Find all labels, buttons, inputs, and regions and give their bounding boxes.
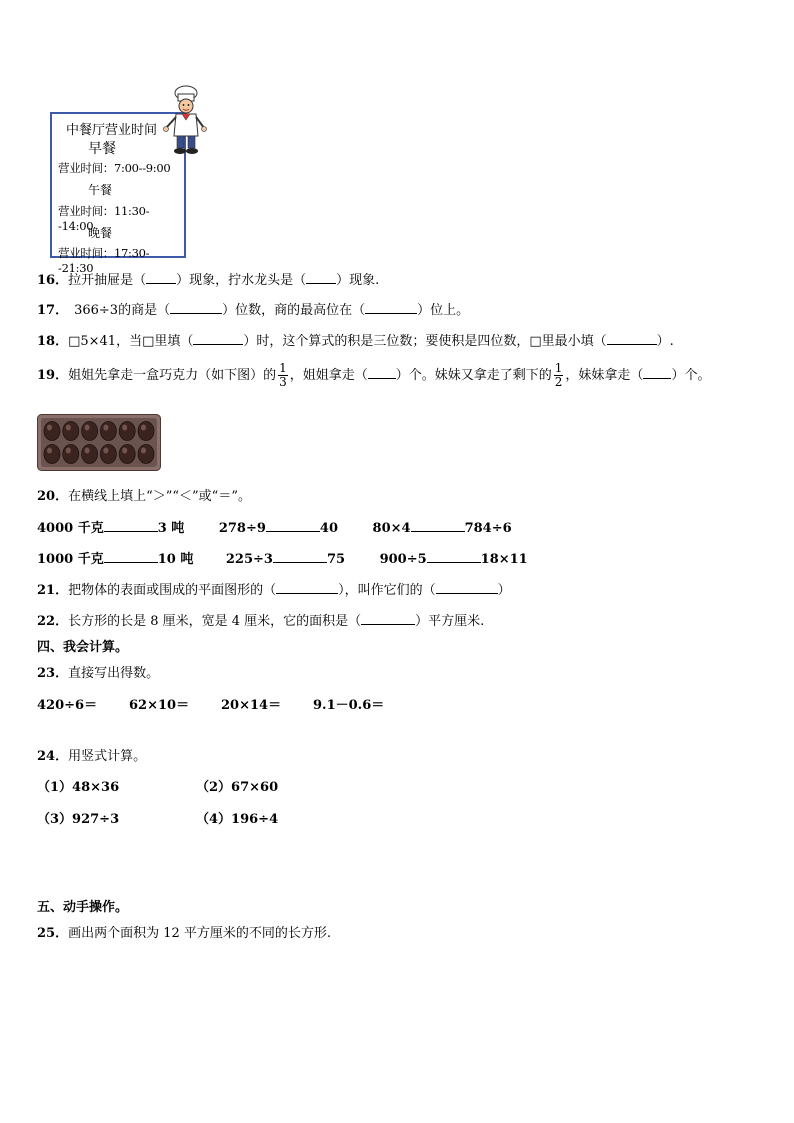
q20-row-1 xyxy=(37,519,512,538)
chocolate-piece xyxy=(119,445,135,464)
chocolate-box-icon xyxy=(37,414,161,471)
question-20 xyxy=(37,488,251,506)
q24-instruction: 用竖式计算。 xyxy=(68,749,147,764)
chocolate-piece xyxy=(138,422,154,441)
q23-item-3: 20×14＝ xyxy=(221,698,282,713)
q17-text-1: 的商是（ xyxy=(118,303,171,318)
menu-title: 中餐厅营业时间 xyxy=(66,123,158,138)
chocolate-piece xyxy=(44,445,60,464)
q18-text-3: ）. xyxy=(656,334,674,349)
question-number: 16． xyxy=(37,273,69,288)
chocolate-highlight xyxy=(66,448,71,454)
question-number: 21． xyxy=(37,583,69,598)
chocolate-highlight xyxy=(47,425,52,431)
compare-left: 900÷5 xyxy=(379,552,427,567)
chocolate-highlight xyxy=(141,448,146,454)
q24-item-3: （3）927÷3 xyxy=(37,812,120,827)
question-number: 17． xyxy=(37,303,69,318)
question-25 xyxy=(37,925,331,943)
q17-text-3: ）位上。 xyxy=(417,303,470,318)
lunch-time: 营业时间：11:30--14:00 xyxy=(58,204,150,233)
chocolate-highlight xyxy=(66,425,71,431)
q17-text-2: ）位数，商的最高位在（ xyxy=(222,303,366,318)
compare-right: 784÷6 xyxy=(464,521,512,536)
question-18 xyxy=(37,332,674,351)
chocolate-piece xyxy=(82,422,98,441)
answer-blank[interactable] xyxy=(368,366,396,379)
question-16 xyxy=(37,271,379,290)
q24-item-4: （4）196÷4 xyxy=(196,812,279,827)
chocolate-highlight xyxy=(103,448,108,454)
question-number: 22． xyxy=(37,614,69,629)
answer-blank[interactable] xyxy=(436,581,498,594)
answer-blank[interactable] xyxy=(361,612,415,625)
compare-right: 10 吨 xyxy=(157,552,194,567)
fraction-numerator: 1 xyxy=(279,361,287,375)
q23-item-1: 420÷6＝ xyxy=(37,698,98,713)
chocolate-piece xyxy=(100,445,116,464)
q24-item-1: （1）48×36 xyxy=(37,780,120,795)
q23-instruction: 直接写出得数。 xyxy=(68,666,160,681)
answer-blank[interactable] xyxy=(273,550,327,563)
compare-left: 4000 千克 xyxy=(37,521,104,536)
compare-right: 40 xyxy=(319,521,338,536)
dinner-time: 营业时间：17:30--21:30 xyxy=(58,246,150,275)
chocolate-piece xyxy=(119,422,135,441)
answer-blank[interactable] xyxy=(276,581,338,594)
q22-text-2: ）平方厘米. xyxy=(415,614,485,629)
question-17 xyxy=(37,301,469,320)
compare-left: 225÷3 xyxy=(225,552,273,567)
chocolate-piece xyxy=(63,445,79,464)
compare-left: 1000 千克 xyxy=(37,552,104,567)
section-4-heading: 四、我会计算。 xyxy=(37,640,129,655)
question-number: 18． xyxy=(37,334,69,349)
q19-text-5: ）个。 xyxy=(671,368,711,383)
chocolate-highlight xyxy=(47,448,52,454)
lunch-label: 午餐 xyxy=(88,183,113,197)
q24-item-2: （2）67×60 xyxy=(196,780,279,795)
answer-blank[interactable] xyxy=(104,550,158,563)
chocolate-highlight xyxy=(122,448,127,454)
breakfast-time: 营业时间：7:00--9:00 xyxy=(58,161,171,175)
chocolate-piece xyxy=(82,445,98,464)
q22-text-1: 长方形的长是 8 厘米，宽是 4 厘米，它的面积是（ xyxy=(68,614,362,629)
compare-right: 75 xyxy=(326,552,346,567)
q16-text-1: 拉开抽屉是（ xyxy=(68,273,147,288)
compare-left: 278÷9 xyxy=(218,521,266,536)
question-21 xyxy=(37,581,511,600)
fraction-denominator: 2 xyxy=(554,375,563,389)
answer-blank[interactable] xyxy=(266,519,320,532)
answer-blank[interactable] xyxy=(170,301,222,314)
dinner-label: 晚餐 xyxy=(88,226,113,240)
chef-icon xyxy=(162,84,208,156)
q21-text-1: 把物体的表面或围成的平面图形的（ xyxy=(68,583,277,598)
question-23 xyxy=(37,665,159,683)
question-number: 23． xyxy=(37,666,69,681)
q23-item-4: 9.1－0.6＝ xyxy=(313,698,385,713)
q19-text-4: ，妹妹拿走（ xyxy=(565,368,644,383)
question-number: 20． xyxy=(37,489,69,504)
q20-instruction: 在横线上填上“＞”“＜”或“＝”。 xyxy=(68,489,251,504)
chocolate-piece xyxy=(138,445,154,464)
question-number: 25． xyxy=(37,926,69,941)
chocolate-highlight xyxy=(122,425,127,431)
answer-blank[interactable] xyxy=(643,366,671,379)
fraction-numerator: 1 xyxy=(554,361,563,375)
answer-blank[interactable] xyxy=(146,271,176,284)
compare-left: 80×4 xyxy=(372,521,411,536)
q18-text-2: ）时，这个算式的积是三位数；要使积是四位数，□里最小填（ xyxy=(243,334,607,349)
answer-blank[interactable] xyxy=(104,519,158,532)
q17-expression: 366÷3 xyxy=(74,303,119,318)
answer-blank[interactable] xyxy=(193,332,243,345)
fraction-one-third xyxy=(278,362,288,389)
q16-text-2: ）现象，拧水龙头是（ xyxy=(176,273,307,288)
chocolate-highlight xyxy=(85,425,90,431)
chocolate-highlight xyxy=(85,448,90,454)
answer-blank[interactable] xyxy=(306,271,336,284)
q18-text-1: □5×41，当□里填（ xyxy=(68,334,194,349)
question-number: 19． xyxy=(37,368,69,383)
chocolate-piece xyxy=(44,422,60,441)
question-19 xyxy=(37,358,710,394)
q21-text-2: ），叫作它们的（ xyxy=(338,583,436,598)
fraction-denominator: 3 xyxy=(279,375,287,389)
answer-blank[interactable] xyxy=(365,301,417,314)
q23-item-2: 62×10＝ xyxy=(129,698,190,713)
chocolate-highlight xyxy=(103,425,108,431)
chocolate-highlight xyxy=(141,425,146,431)
q21-text-3: ） xyxy=(497,583,511,598)
chocolate-piece xyxy=(63,422,79,441)
question-number: 24． xyxy=(37,749,69,764)
question-22 xyxy=(37,612,484,631)
q16-text-3: ）现象. xyxy=(336,273,380,288)
compare-right: 3 吨 xyxy=(157,521,185,536)
answer-blank[interactable] xyxy=(411,519,465,532)
q25-text: 画出两个面积为 12 平方厘米的不同的长方形. xyxy=(68,926,332,941)
q19-text-2: ，姐姐拿走（ xyxy=(289,368,368,383)
answer-blank[interactable] xyxy=(427,550,481,563)
chocolate-piece xyxy=(100,422,116,441)
fraction-one-half xyxy=(554,362,564,389)
q19-text-1: 姐姐先拿走一盒巧克力（如下图）的 xyxy=(68,368,277,383)
compare-right: 18×11 xyxy=(480,552,528,567)
answer-blank[interactable] xyxy=(607,332,657,345)
question-24 xyxy=(37,748,146,766)
q20-row-2 xyxy=(37,550,528,569)
breakfast-label: 早餐 xyxy=(88,141,116,157)
q19-text-3: ）个。妹妹又拿走了剩下的 xyxy=(395,368,552,383)
section-5-heading: 五、动手操作。 xyxy=(37,900,129,915)
